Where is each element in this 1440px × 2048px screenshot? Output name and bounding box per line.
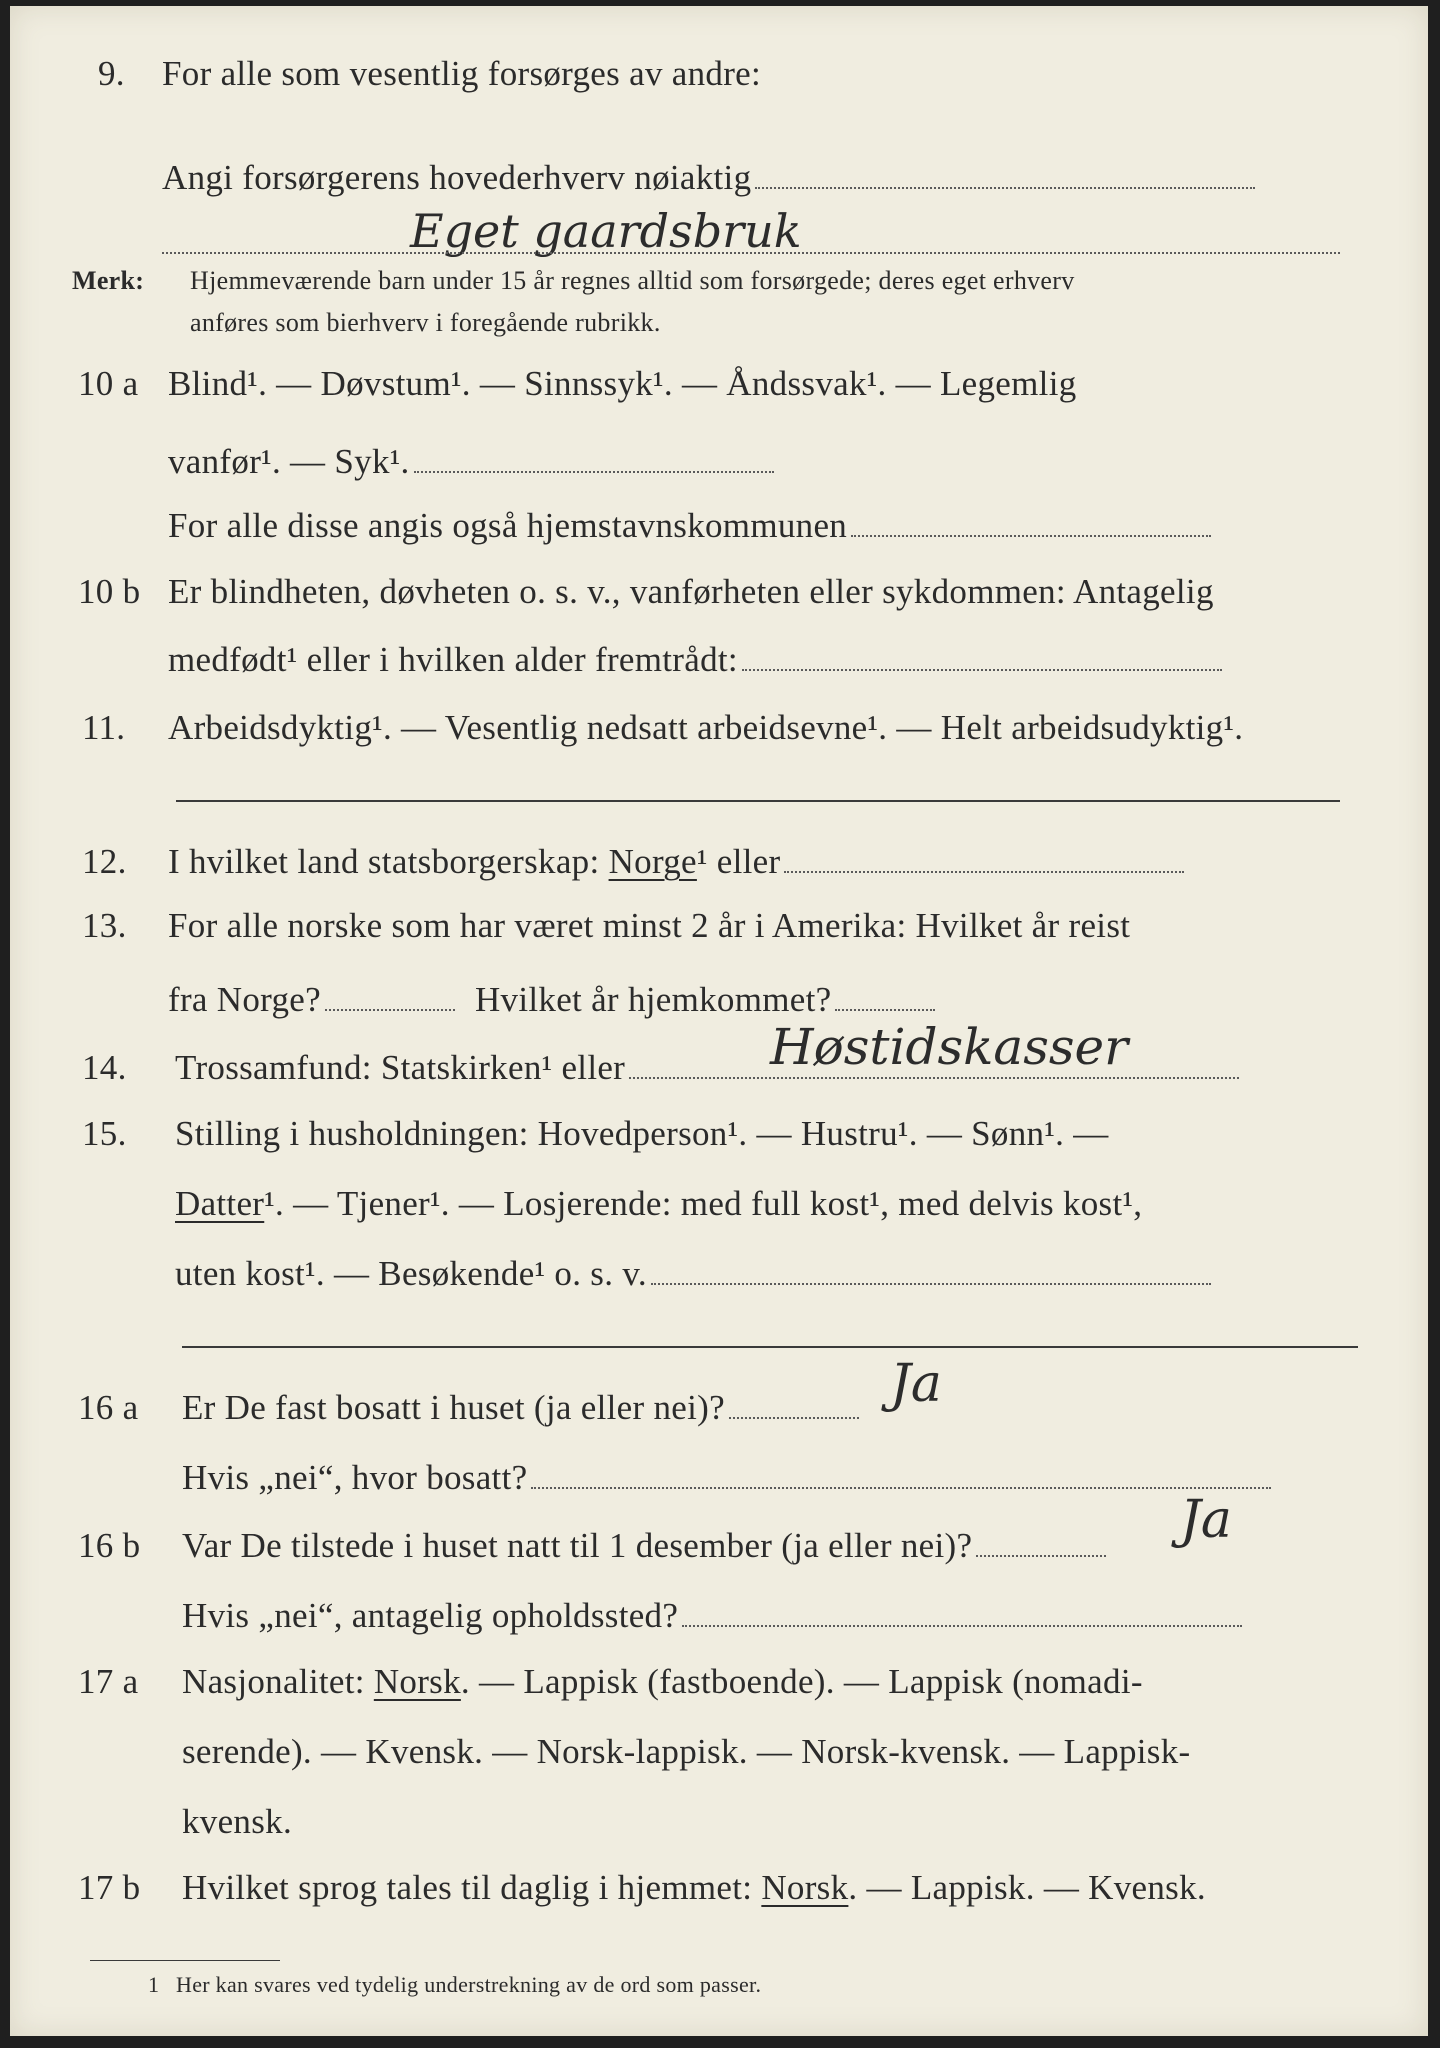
q13-question: For alle norske som har været minst 2 år i Amerika: Hvilket år reist <box>168 906 1131 945</box>
q17b-underlined-answer: Norsk <box>761 1868 849 1907</box>
q10a-municipality-field <box>851 534 1211 537</box>
q16b-number: 16 b <box>78 1526 141 1565</box>
q16b-location: Hvis „nei“, antagelig opholdssted? <box>182 1596 679 1635</box>
q9-dotted-field <box>755 186 1255 189</box>
census-form-page <box>10 6 1428 2036</box>
q13-number: 13. <box>82 906 127 945</box>
q10a-number: 10 a <box>78 364 139 403</box>
q10b-question: Er blindheten, døvheten o. s. v., vanførheten eller sykdommen: Antagelig <box>168 572 1214 611</box>
merk-text-2: anføres som bierhverv i foregående rubrikk. <box>190 308 661 337</box>
q15-dotted-field <box>651 1282 1211 1285</box>
q10b-dotted-field <box>742 668 1222 671</box>
q16b-dotted-field <box>976 1554 1106 1557</box>
q12-question: I hvilket land statsborgerskap: <box>168 842 600 881</box>
q10b-question-2: medfødt¹ eller i hvilken alder fremtrådt: <box>168 640 738 679</box>
q9-answer-dotted-line <box>162 252 1340 254</box>
q13-year-returned-field <box>835 1008 935 1011</box>
q15-answer-line <box>182 1346 1358 1348</box>
merk-text-1: Hjemmeværende barn under 15 år regnes alltid som forsørgede; deres eget erhverv <box>190 266 1075 295</box>
q17a-label: Nasjonalitet: <box>182 1662 365 1701</box>
q17a-options-3: kvensk. <box>182 1802 293 1841</box>
q16a-number: 16 a <box>78 1388 139 1427</box>
q10a-home-municipality: For alle disse angis også hjemstavnskommunen <box>168 506 848 545</box>
q12-eller: ¹ eller <box>696 842 781 881</box>
q10b-number: 10 b <box>78 572 141 611</box>
q17a-options-2: serende). — Kvensk. — Norsk-lappisk. — Norsk-kvensk. — Lappisk- <box>182 1732 1191 1771</box>
q17a-number: 17 a <box>78 1662 139 1701</box>
q10a-options-2: vanfør¹. — Syk¹. <box>168 442 410 481</box>
q12-number: 12. <box>82 842 127 881</box>
q13-left-norway: fra Norge? <box>168 980 321 1019</box>
q16a-where: Hvis „nei“, hvor bosatt? <box>182 1458 528 1497</box>
q15-options: Stilling i husholdningen: Hovedperson¹. — Hustru¹. — Sønn¹. — <box>175 1114 1109 1153</box>
q11-options: Arbeidsdyktig¹. — Vesentlig nedsatt arbeidsevne¹. — Helt arbeidsudyktig¹. <box>168 708 1244 747</box>
q17b-options: . — Lappisk. — Kvensk. <box>848 1868 1206 1907</box>
q13-returned: Hvilket år hjemkommet? <box>474 980 832 1019</box>
q17b-number: 17 b <box>78 1868 141 1907</box>
q15-options-2: ¹. — Tjener¹. — Losjerende: med full kost¹, med delvis kost¹, <box>264 1184 1143 1223</box>
q16a-where-field <box>531 1486 1271 1489</box>
q10a-options: Blind¹. — Døvstum¹. — Sinnssyk¹. — Åndssvak¹. — Legemlig <box>168 364 1077 403</box>
q15-underlined-answer: Datter <box>175 1184 265 1223</box>
q16a-dotted-field <box>729 1416 859 1419</box>
q10a-dotted-field <box>414 470 774 473</box>
q15-number: 15. <box>82 1114 127 1153</box>
q12-dotted-field <box>784 870 1184 873</box>
q17a-underlined-answer: Norsk <box>373 1662 461 1701</box>
footnote-text: Her kan svares ved tydelig understrekning av de ord som passer. <box>176 1972 762 1997</box>
merk-label: Merk: <box>72 266 145 295</box>
q17a-options-1: . — Lappisk (fastboende). — Lappisk (nomadi- <box>460 1662 1143 1701</box>
q14-dotted-field <box>629 1076 1239 1079</box>
footnote-separator <box>90 1960 280 1961</box>
q16b-handwritten-answer: Ja <box>1180 1490 1232 1550</box>
q9-instruction: Angi forsørgerens hovederhverv nøiaktig <box>162 158 752 197</box>
q9-handwritten-answer: Eget gaardsbruk <box>410 204 802 258</box>
q16b-question: Var De tilstede i huset natt til 1 desember (ja eller nei)? <box>182 1526 973 1565</box>
q14-number: 14. <box>82 1048 127 1087</box>
q16a-question: Er De fast bosatt i huset (ja eller nei)? <box>182 1388 725 1427</box>
q13-year-left-field <box>325 1008 455 1011</box>
q9-number: 9. <box>98 54 125 93</box>
q12-underlined-answer: Norge <box>608 842 697 881</box>
q9-question: For alle som vesentlig forsørges av andre: <box>162 54 762 93</box>
q14-question: Trossamfund: Statskirken¹ eller <box>175 1048 626 1087</box>
footnote-mark: 1 <box>148 1972 160 1997</box>
q14-handwritten-answer: Høstidskasser <box>770 1018 1129 1076</box>
q15-options-3: uten kost¹. — Besøkende¹ o. s. v. <box>175 1254 647 1293</box>
q16b-location-field <box>682 1624 1242 1627</box>
q16a-handwritten-answer: Ja <box>890 1354 942 1414</box>
q17b-question: Hvilket sprog tales til daglig i hjemmet: <box>182 1868 753 1907</box>
q11-answer-line <box>176 800 1340 802</box>
q11-number: 11. <box>82 708 126 747</box>
